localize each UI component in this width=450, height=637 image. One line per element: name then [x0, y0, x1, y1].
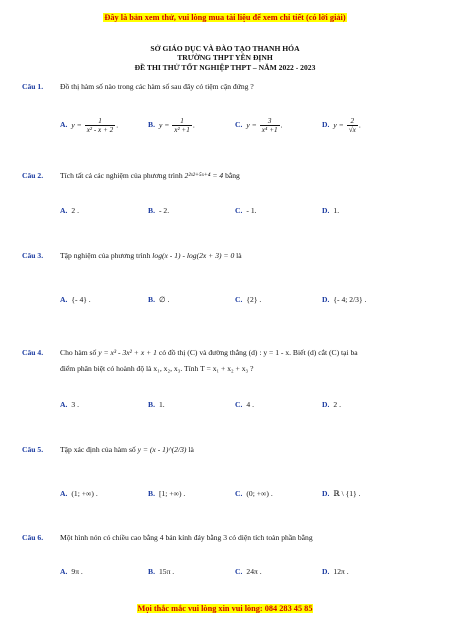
- option-a[interactable]: A. {- 4} .: [60, 295, 91, 304]
- option-b[interactable]: B. - 2.: [148, 206, 170, 215]
- option-a[interactable]: A. 3 .: [60, 400, 79, 409]
- option-a[interactable]: A. y = $\frac{1}{\text{x² - x + 2}}$ .: [60, 117, 119, 134]
- option-c[interactable]: C. {2} .: [235, 295, 262, 304]
- bottom-banner: Mọi thắc mắc vui lòng xin vui lòng: 084 283 45 85: [137, 604, 313, 613]
- option-d[interactable]: D. {- 4; 2/3} .: [322, 295, 367, 304]
- header-line3: ĐỀ THI THỬ TỐT NGHIỆP THPT – NĂM 2022 - 2023: [134, 62, 316, 72]
- option-c[interactable]: C. 24π .: [235, 567, 262, 576]
- option-c[interactable]: C. - 1.: [235, 206, 257, 215]
- option-d[interactable]: D. 1.: [322, 206, 340, 215]
- header-line2: TRƯỜNG THPT YÊN ĐỊNH: [177, 53, 273, 63]
- option-b[interactable]: B. 1.: [148, 400, 165, 409]
- header: [0, 44, 450, 72]
- option-d[interactable]: D. 2 .: [322, 400, 341, 409]
- option-b[interactable]: B. 15π .: [148, 567, 175, 576]
- option-b[interactable]: B. y = $\frac{1}{\text{x² +1}}$ .: [148, 117, 195, 134]
- option-a[interactable]: A. (1; +∞) .: [60, 489, 98, 498]
- option-d[interactable]: D. y = $\frac{2}{√x}$ .: [322, 117, 361, 134]
- option-c[interactable]: C. 4 .: [235, 400, 254, 409]
- header-line1: SỞ GIÁO DỤC VÀ ĐÀO TẠO THANH HÓA: [150, 44, 300, 53]
- option-b[interactable]: B. ∅ .: [148, 295, 170, 304]
- option-b[interactable]: B. [1; +∞) .: [148, 489, 186, 498]
- top-banner: Đây là bản xem thử, vui lòng mua tài liệu để xem chi tiết (có lời giải): [104, 13, 346, 22]
- option-d[interactable]: D. 12π .: [322, 567, 349, 576]
- option-c[interactable]: C. (0; +∞) .: [235, 489, 273, 498]
- option-d[interactable]: D. ℝ \ {1} .: [322, 489, 361, 498]
- option-c[interactable]: C. y = $\frac{3}{\text{x⁴ +1}}$ .: [235, 117, 283, 134]
- option-a[interactable]: A. 2 .: [60, 206, 79, 215]
- option-a[interactable]: A. 9π .: [60, 567, 83, 576]
